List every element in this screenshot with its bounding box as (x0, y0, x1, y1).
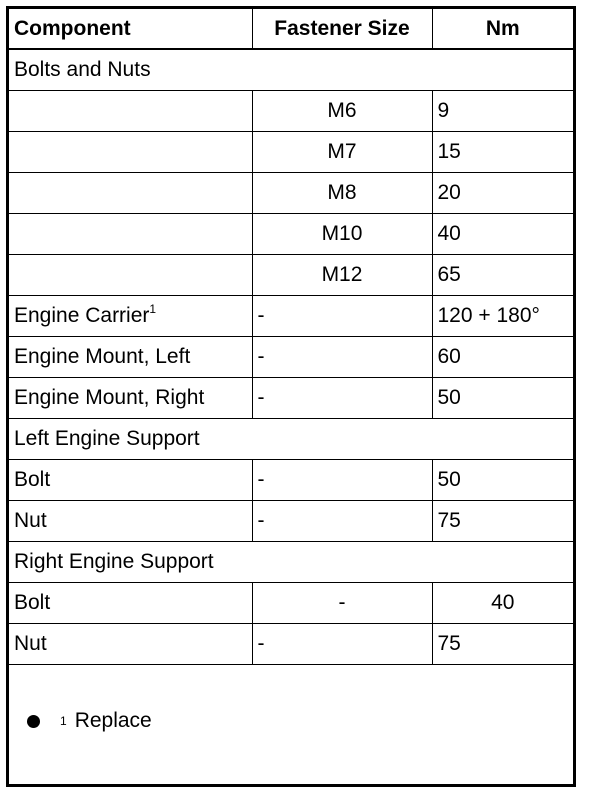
cell-size: M6 (252, 90, 432, 131)
table-row (9, 623, 573, 664)
cell-size: M12 (252, 254, 432, 295)
cell-size: M10 (252, 213, 432, 254)
header-fastener-size: Fastener Size (252, 9, 432, 49)
cell-size: - (252, 459, 432, 500)
table-row (9, 172, 573, 213)
torque-spec-table-frame (6, 6, 576, 787)
torque-spec-table (9, 9, 573, 665)
section-title: Bolts and Nuts (9, 49, 573, 90)
cell-nm: 9 (432, 90, 573, 131)
cell-size: M8 (252, 172, 432, 213)
table-row (9, 90, 573, 131)
cell-size: M7 (252, 131, 432, 172)
cell-nm: 75 (432, 500, 573, 541)
cell-nm: 50 (432, 377, 573, 418)
cell-component (9, 90, 252, 131)
component-label: Engine Carrier (14, 303, 150, 327)
cell-component: Bolt (9, 582, 252, 623)
section-row-bolts-and-nuts (9, 49, 573, 90)
cell-component (9, 131, 252, 172)
cell-component (9, 254, 252, 295)
table-header-row (9, 9, 573, 49)
header-component: Component (9, 9, 252, 49)
cell-size: - (252, 582, 432, 623)
cell-nm: 50 (432, 459, 573, 500)
cell-component: Bolt (9, 459, 252, 500)
cell-component: Engine Mount, Right (9, 377, 252, 418)
cell-nm: 75 (432, 623, 573, 664)
cell-component: Nut (9, 500, 252, 541)
section-row-right-engine-support (9, 541, 573, 582)
cell-nm: 120 + 180° (432, 295, 573, 336)
cell-nm: 15 (432, 131, 573, 172)
footnote-reference: 1 (149, 301, 157, 316)
cell-size: - (252, 336, 432, 377)
table-row (9, 377, 573, 418)
header-nm: Nm (432, 9, 573, 49)
cell-component (9, 213, 252, 254)
cell-size: - (252, 623, 432, 664)
cell-component (9, 172, 252, 213)
cell-nm: 20 (432, 172, 573, 213)
section-title: Left Engine Support (9, 418, 573, 459)
cell-component (9, 295, 252, 336)
table-row (9, 213, 573, 254)
cell-size: - (252, 295, 432, 336)
table-row (9, 582, 573, 623)
footnote-text: Replace (74, 709, 152, 732)
section-title: Right Engine Support (9, 541, 573, 582)
table-row (9, 336, 573, 377)
cell-size: - (252, 500, 432, 541)
cell-component: Nut (9, 623, 252, 664)
footnote: 1 Replace (27, 709, 152, 733)
cell-component: Engine Mount, Left (9, 336, 252, 377)
table-row (9, 254, 573, 295)
cell-nm: 60 (432, 336, 573, 377)
table-row (9, 295, 573, 336)
section-row-left-engine-support (9, 418, 573, 459)
cell-nm: 40 (432, 582, 573, 623)
table-row (9, 500, 573, 541)
cell-size: - (252, 377, 432, 418)
cell-nm: 65 (432, 254, 573, 295)
bullet-icon (27, 715, 40, 728)
cell-nm: 40 (432, 213, 573, 254)
table-row (9, 131, 573, 172)
table-row (9, 459, 573, 500)
